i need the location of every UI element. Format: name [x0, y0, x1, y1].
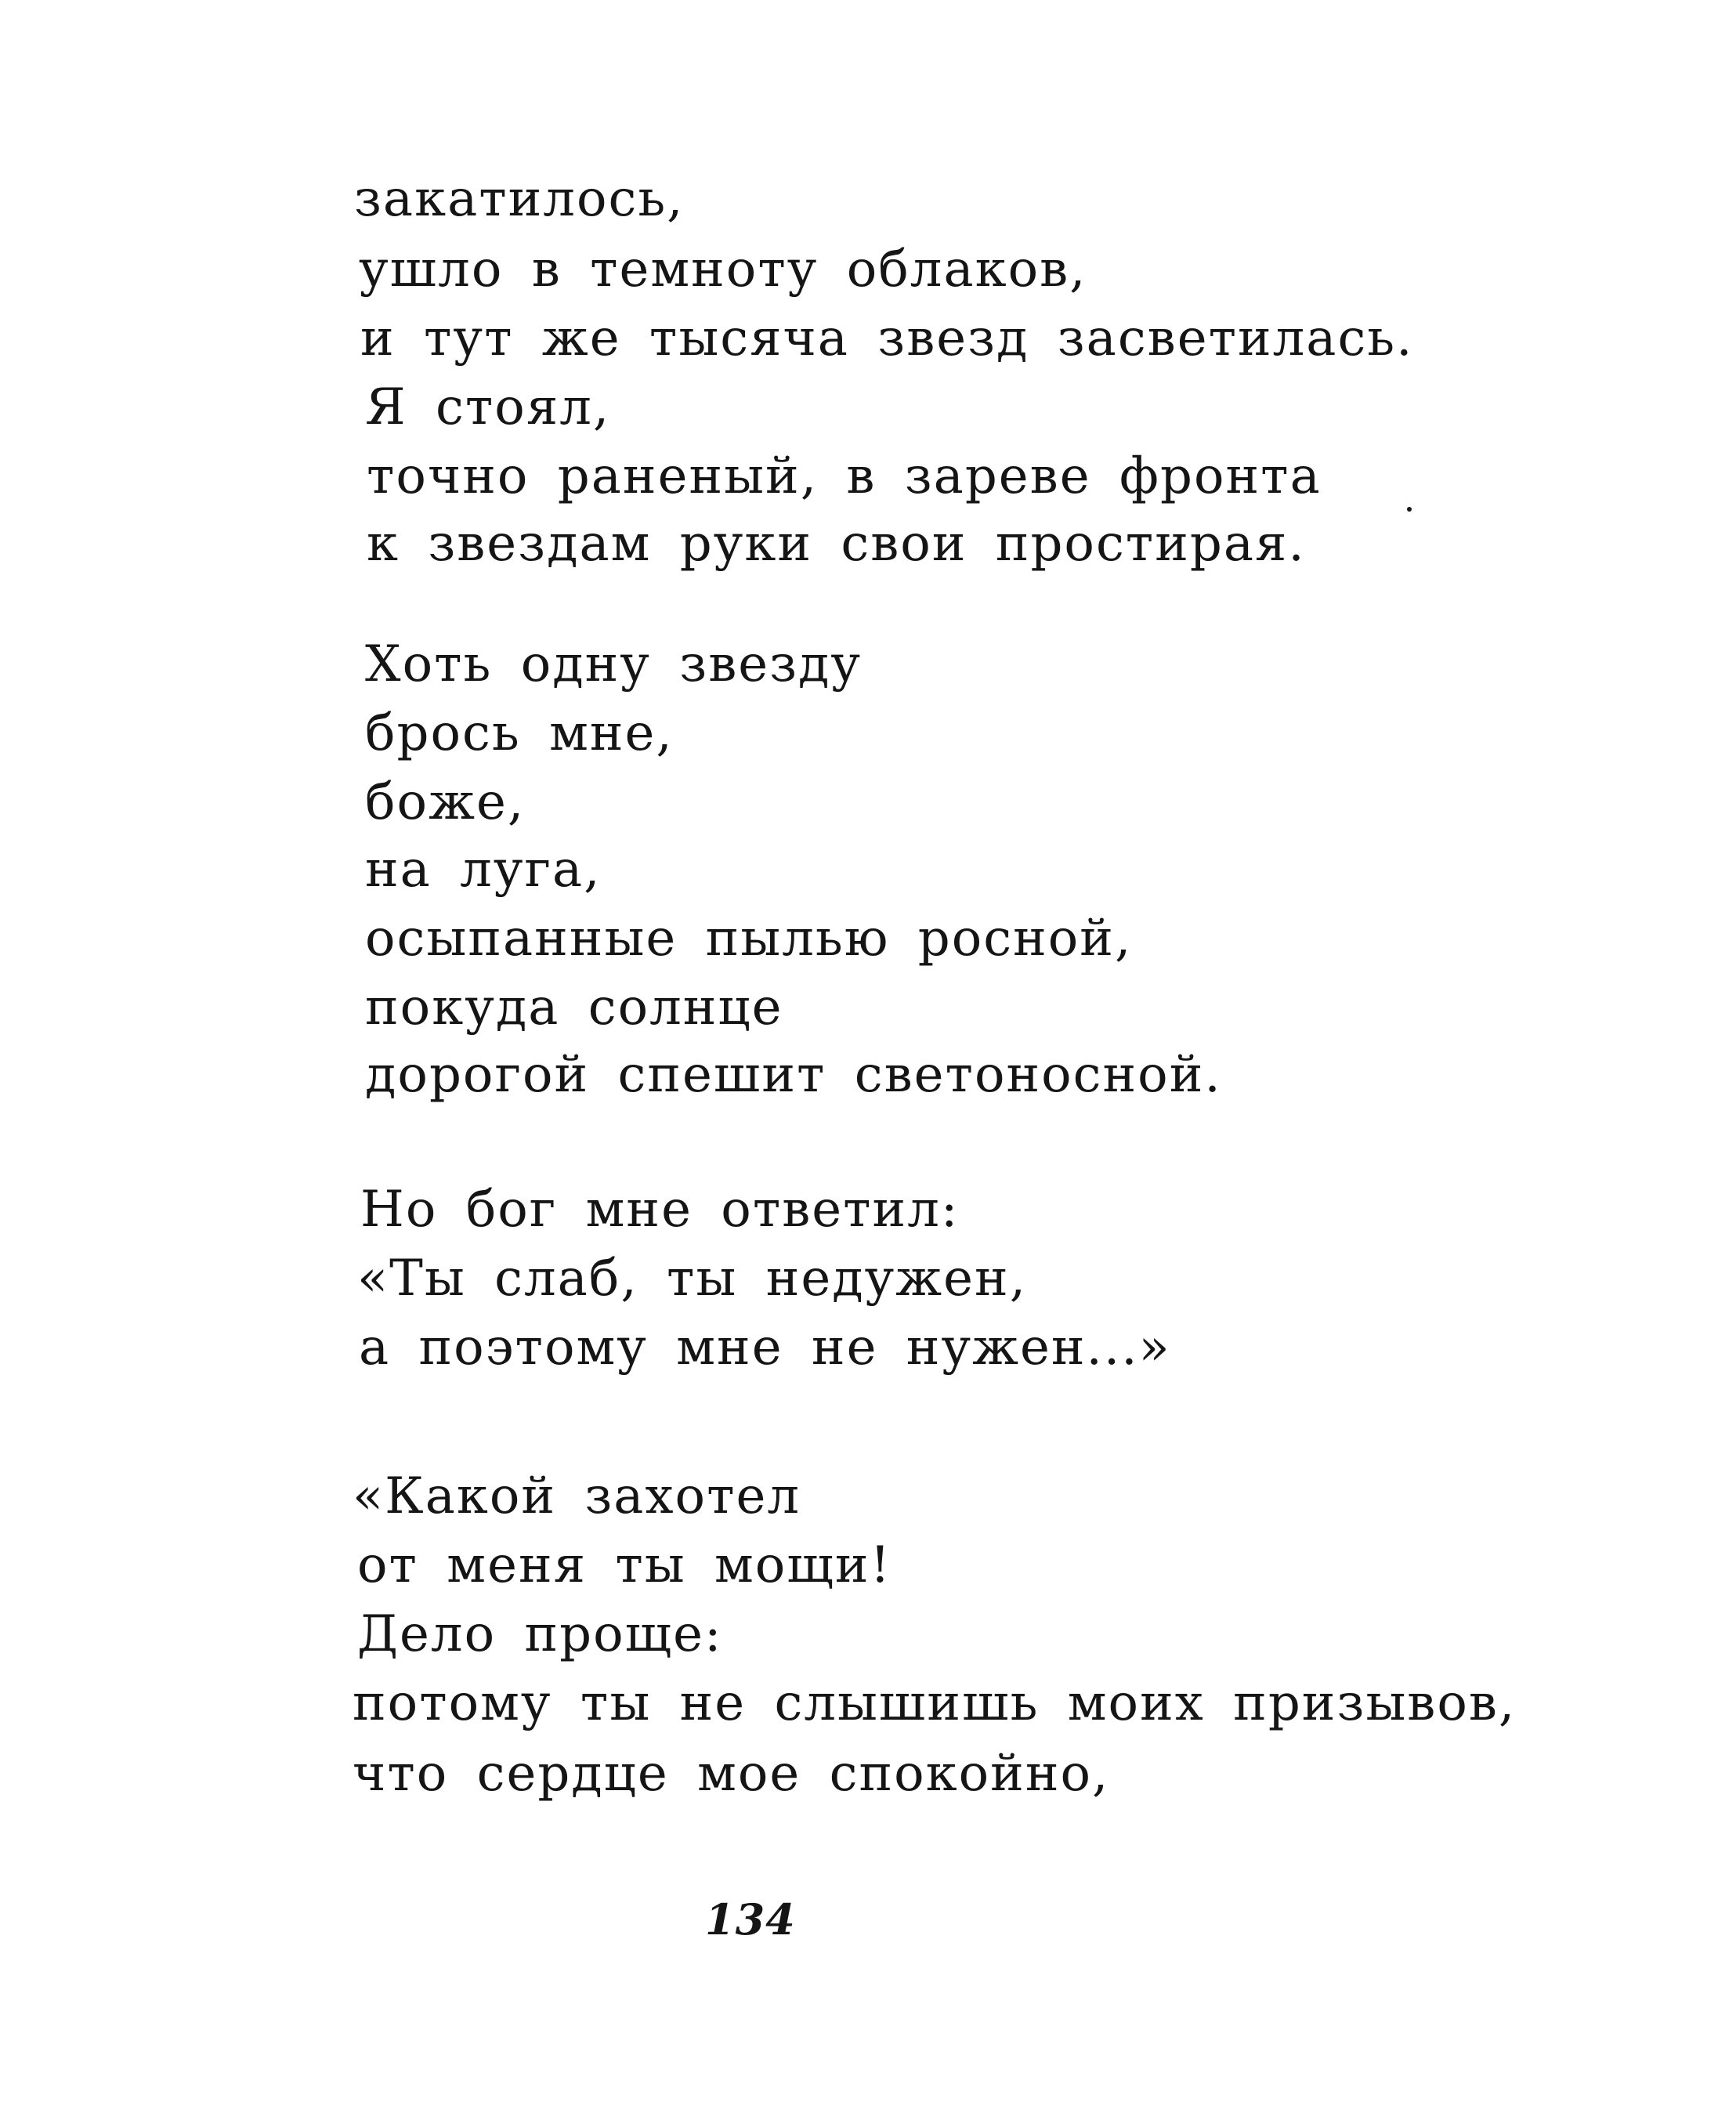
poem-line: на луга, [365, 841, 602, 899]
poem-line: осыпанные пылью росной, [365, 910, 1133, 968]
poem-line: потому ты не слышишь моих призывов, [353, 1674, 1517, 1732]
poem-line: точно раненый, в зареве фронта [367, 447, 1322, 505]
page-number: 134 [705, 1894, 796, 1945]
poem-line: и тут же тысяча звезд засветилась. [360, 309, 1414, 367]
poem-line: ушло в темноту облаков, [359, 241, 1087, 298]
poem-line: к звездам руки свои простирая. [367, 515, 1306, 573]
poem-line: «Ты слаб, ты недужен, [357, 1250, 1028, 1308]
poem-line: а поэтому мне не нужен...» [359, 1319, 1171, 1377]
poem-line: Хоть одну звезду [365, 635, 863, 693]
poem-line: брось мне, [365, 704, 674, 762]
poem-line: Я стоял, [365, 378, 611, 436]
poem-line: закатилось, [354, 170, 685, 228]
print-speck [1407, 507, 1412, 512]
poem-line: что сердце мое спокойно, [353, 1745, 1110, 1803]
poem-line: Дело проще: [357, 1605, 723, 1663]
poem-line: покуда солнце [365, 979, 783, 1036]
poem-line: дорогой спешит светоносной. [365, 1046, 1222, 1104]
poem-line: Но бог мне ответил: [360, 1181, 960, 1239]
poem-line: боже, [365, 773, 526, 831]
poem-line: «Какой захотел [353, 1467, 801, 1525]
poem-line: от меня ты мощи! [357, 1536, 892, 1594]
